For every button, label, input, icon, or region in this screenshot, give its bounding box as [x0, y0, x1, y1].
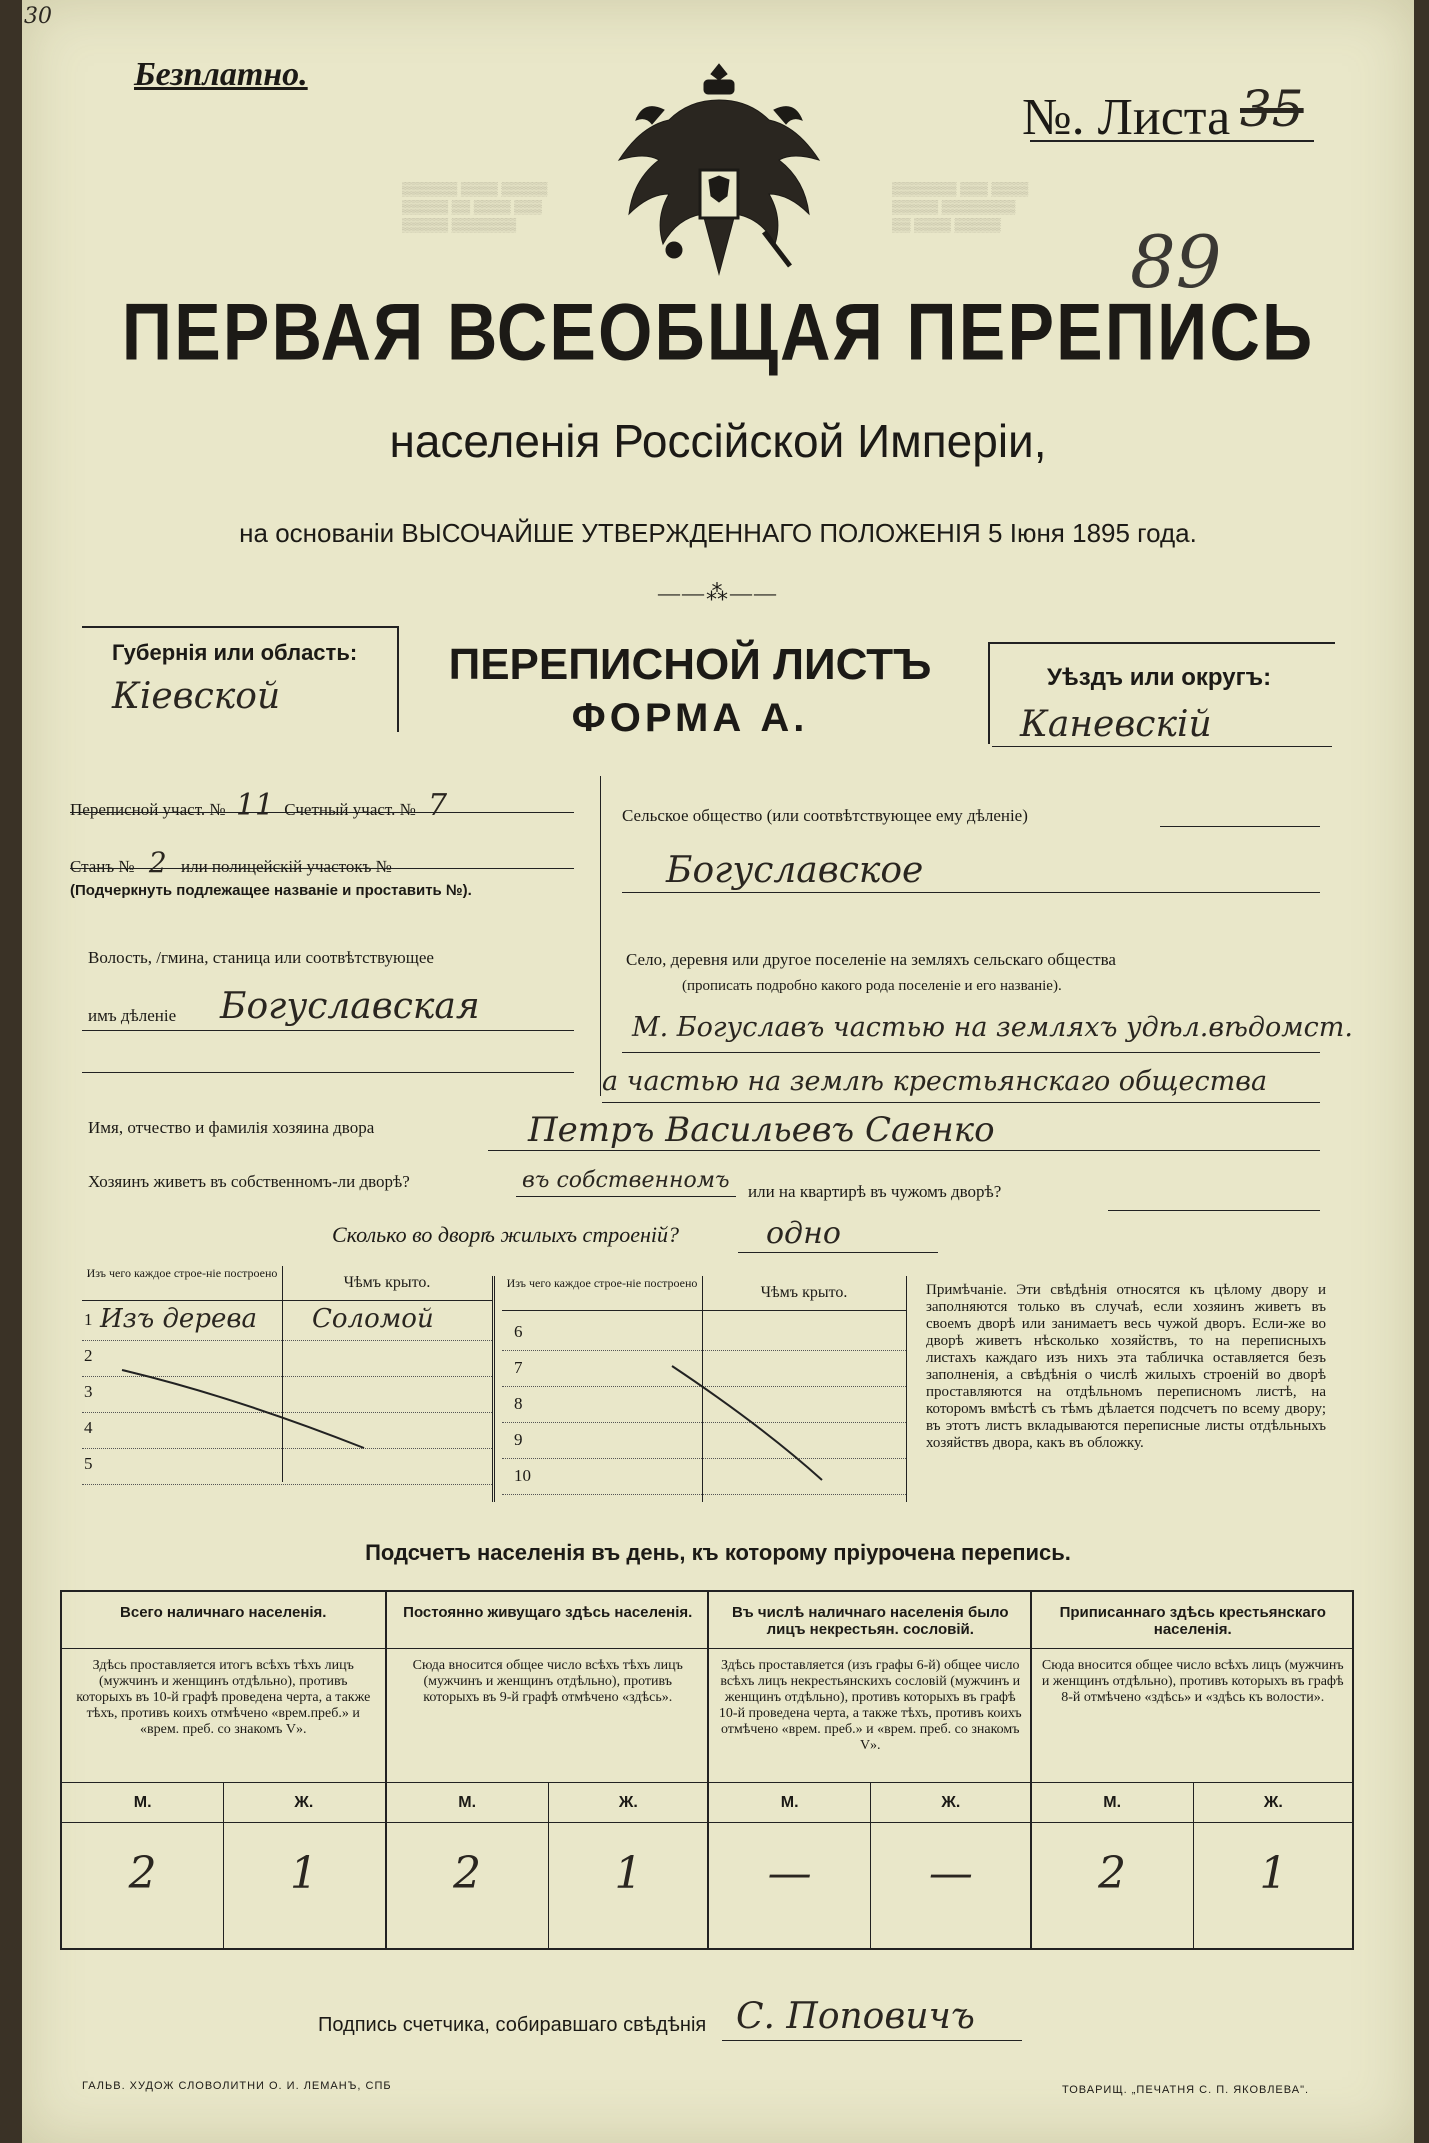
note-text: Примѣчаніе. Эти свѣдѣнія относятся къ цѣлому двору и заполняются только въ случаѣ, если хозяинъ живетъ въ своемъ дворѣ или занимаетъ весь чужой дворъ. Если-же во дворѣ живетъ нѣсколько хозяйствъ, то на переписныхъ листахъ каждаго изъ нихъ эта табличка оставляется безъ заполненія, а свѣдѣнія о числѣ жилыхъ строеній во дворѣ проставляются на отдѣльномъ переписномъ листѣ, на которомъ вмѣстѣ съ тѣмъ дѣлается подсчетъ по всему двору; въ этотъ листъ вкладываются переписные листы отдѣльныхъ хозяйствъ двора, какъ въ обложку. — [926, 1282, 1326, 1451]
basis-line: на основаніи ВЫСОЧАЙШЕ УТВЕРЖДЕННАГО ПОЛОЖЕНІЯ 5 Іюня 1895 года. — [239, 518, 1197, 548]
pop-m-label: М. — [133, 1794, 152, 1811]
sheet-no-pencil: 89 — [1130, 220, 1222, 304]
free-label: Безплатно. — [134, 56, 308, 93]
bleed-through-text: ▒▒▒▒▒▒ ▒▒▒▒ ▒▒▒▒▒ ▒▒▒▒▒ ▒▒ ▒▒▒▒ ▒▒▒ ▒▒▒▒▒ ▒▒▒▒▒▒▒ — [402, 181, 548, 232]
pop-title: Подсчетъ населенія въ день, къ которому пріурочена перепись. — [365, 1540, 1071, 1565]
corner-mark: 30 — [24, 4, 52, 29]
bld-row-number: 6 — [514, 1322, 523, 1341]
count-area-label: Счетный участ. № — [284, 800, 416, 819]
pop-column — [62, 1592, 385, 1948]
rented-underline — [1108, 1210, 1320, 1211]
own-yard-underline — [516, 1196, 736, 1197]
volost-underline — [82, 1030, 574, 1031]
field-divider — [600, 776, 601, 1096]
pop-col-desc: Сюда вносится общее число всѣхъ тѣхъ лицъ (мужчинъ и женщинъ отдѣльно), противъ которыхъ въ 9-й графѣ отмѣчено «здѣсь». — [412, 1658, 683, 1705]
pop-column — [385, 1592, 710, 1948]
pop-col-head: Всего наличнаго населенія. — [120, 1604, 327, 1621]
stan-underline — [70, 868, 574, 869]
bld-row-number: 4 — [84, 1418, 93, 1437]
pop-col-head: Постоянно живущаго здѣсь населенія. — [403, 1604, 693, 1621]
pop-f-value: 1 — [614, 1848, 643, 1899]
pop-col-desc: Сюда вносится общее число всѣхъ лицъ (мужчинъ и женщинъ отдѣльно), противъ которыхъ въ графѣ 8-й отмѣчено «здѣсь» и «здѣсь къ волости». — [1041, 1658, 1344, 1705]
pop-column — [707, 1592, 1032, 1948]
census-area-field — [70, 788, 447, 823]
printer-right: ТОВАРИЩ. „ПЕЧАТНЯ С. П. ЯКОВЛЕВА". — [1062, 2084, 1310, 2096]
bld-row-number: 3 — [84, 1382, 93, 1401]
pop-col-desc: Здѣсь проставляется итогъ всѣхъ тѣхъ лицъ (мужчинъ и женщинъ отдѣльно), противъ которыхъ въ 10-й графѣ проведена черта, а также тѣхъ, противъ коихъ отмѣчено «врем.преб.» и «врем. преб. со знакомъ V». — [76, 1658, 371, 1737]
stan-field — [70, 846, 392, 879]
bld-row-number: 8 — [514, 1394, 523, 1413]
owner-value: Петръ Васильевъ Саенко — [528, 1110, 995, 1150]
village-underline-2 — [602, 1102, 1320, 1103]
district-value: Каневскій — [1020, 704, 1212, 745]
census-area-underline — [70, 812, 574, 813]
bld-row-number: 9 — [514, 1430, 523, 1449]
bld-cancel-strokes — [82, 1266, 912, 1506]
census-sheet — [22, 0, 1414, 2143]
buildings-label: Сколько во дворѣ жилыхъ строеній? — [332, 1222, 679, 1247]
volost-label-1: Волость, /гмина, станица или соотвѣтствующее — [88, 948, 434, 967]
pop-f-label: Ж. — [941, 1794, 961, 1811]
province-label: Губернія или область: — [112, 640, 358, 665]
pop-col-head: Въ числѣ наличнаго населенія было лицъ некрестьян. сословій. — [731, 1604, 1009, 1638]
rural-society-label: Сельское общество (или соотвѣтствующее ему дѣленіе) — [622, 806, 1028, 825]
count-area-value: 7 — [428, 788, 448, 823]
signature-value: С. Поповичъ — [736, 1996, 975, 2037]
signature-underline — [722, 2040, 1022, 2041]
village-label: Село, деревня или другое поселеніе на земляхъ сельскаго общества — [626, 950, 1116, 969]
pop-col-desc: Здѣсь проставляется (изъ графы 6-й) общее число всѣхъ лицъ некрестьянскихъ сословій (мужчинъ и женщинъ отдѣльно), противъ которыхъ въ графѣ 10-й проведена черта, а также тѣхъ, противъ коихъ отмѣчено «врем. преб.» и «врем. преб. со знакомъ V». — [718, 1658, 1022, 1753]
stan-value: 2 — [148, 846, 167, 879]
bld-row-number: 10 — [514, 1466, 531, 1485]
bld-row-number: 7 — [514, 1358, 523, 1377]
pop-head-rule — [387, 1648, 710, 1649]
census-area-value: 11 — [235, 788, 275, 823]
bld-row-number: 1 — [84, 1310, 93, 1329]
sheet-no-value: 35 — [1240, 80, 1304, 138]
page-subtitle: населенія Россійской Имперіи, — [389, 415, 1047, 467]
imperial-eagle-icon — [604, 60, 834, 300]
sheet-no-label: №. Листа — [1022, 89, 1231, 146]
pop-column — [1030, 1592, 1355, 1948]
rural-society-underline-1 — [1160, 826, 1320, 827]
pop-head-rule — [62, 1648, 385, 1649]
own-yard-label: Хозяинъ живетъ въ собственномъ-ли дворѣ? — [88, 1172, 410, 1191]
population-table — [60, 1590, 1354, 1950]
bld-col-roof-header: Чѣмъ крыто. — [343, 1274, 431, 1291]
pop-m-label: М. — [780, 1794, 799, 1811]
bld-row-material: Изъ дерева — [100, 1304, 257, 1334]
printer-left: ГАЛЬВ. ХУДОЖ СЛОВОЛИТНИ О. И. ЛЕМАНЪ, СПБ — [82, 2080, 392, 2092]
own-yard-value: въ собственномъ — [522, 1168, 730, 1193]
pop-m-label: М. — [458, 1794, 477, 1811]
pop-head-rule — [1032, 1648, 1355, 1649]
rented-label: или на квартирѣ въ чужомъ дворѣ? — [748, 1182, 1002, 1201]
underline-note: (Подчеркнуть подлежащее названіе и проставить №). — [70, 882, 472, 899]
district-underline — [992, 746, 1332, 747]
pop-f-value: — — [928, 1848, 973, 1899]
bleed-through-text-2: ▒▒▒▒▒▒▒ ▒▒▒ ▒▒▒▒ ▒▒▒▒▒ ▒▒▒▒▒▒▒▒ ▒▒ ▒▒▒▒ ▒▒▒▒▒ — [892, 181, 1029, 232]
rural-society-value: Богуславское — [666, 850, 924, 891]
form-title: ПЕРЕПИСНОЙ ЛИСТЪ — [448, 640, 932, 689]
pop-f-label: Ж. — [618, 1794, 638, 1811]
buildings-underline — [738, 1252, 938, 1253]
pop-m-label: М. — [1103, 1794, 1122, 1811]
owner-underline — [488, 1150, 1320, 1151]
sheet-no-underline — [1030, 140, 1314, 142]
ornament-divider: ——⁂—— — [658, 580, 778, 605]
village-value-1: М. Богуславъ частью на земляхъ удѣл.вѣдомст. — [632, 1012, 1353, 1043]
volost-underline-2 — [82, 1072, 574, 1073]
volost-label-2: имъ дѣленіе — [88, 1006, 177, 1025]
pop-col-head: Приписаннаго здѣсь крестьянскаго населенія. — [1059, 1604, 1326, 1638]
pop-f-value: 1 — [1259, 1848, 1288, 1899]
pop-f-label: Ж. — [1263, 1794, 1283, 1811]
page-title: ПЕРВАЯ ВСЕОБЩАЯ ПЕРЕПИСЬ — [121, 287, 1315, 377]
village-note: (прописать подробно какого рода поселеніе и его названіе). — [682, 978, 1062, 994]
buildings-value: одно — [766, 1216, 841, 1251]
form-subtitle: ФОРМА А. — [571, 696, 809, 740]
census-area-label: Переписной участ. № — [70, 800, 226, 819]
bld-row-number: 5 — [84, 1454, 93, 1473]
village-value-2: а частью на землѣ крестьянскаго общества — [602, 1066, 1268, 1097]
pop-f-label: Ж. — [294, 1794, 314, 1811]
pop-m-value: — — [767, 1848, 812, 1899]
bld-row-roof: Соломой — [312, 1304, 434, 1334]
district-label: Уѣздъ или округъ: — [1047, 664, 1272, 691]
bld-col-material-header-right: Изъ чего каждое строе-ніе построено — [506, 1276, 698, 1290]
pop-f-value: 1 — [289, 1848, 318, 1899]
pop-m-value: 2 — [453, 1848, 482, 1899]
bld-row-number: 2 — [84, 1346, 93, 1365]
police-label: или полицейскій участокъ № — [180, 857, 392, 876]
bld-col-roof-header-right: Чѣмъ крыто. — [760, 1284, 848, 1301]
rural-society-underline-2 — [622, 892, 1320, 893]
stan-label: Станъ № — [70, 857, 135, 876]
province-value: Кіевской — [112, 676, 281, 717]
pop-m-value: 2 — [1098, 1848, 1127, 1899]
pop-head-rule — [709, 1648, 1032, 1649]
bld-col-material-header: Изъ чего каждое строе-ніе построено — [82, 1266, 282, 1301]
pop-m-value: 2 — [128, 1848, 157, 1899]
signature-label: Подпись счетчика, собиравшаго свѣдѣнія — [318, 2014, 707, 2036]
volost-value: Богуславская — [220, 986, 480, 1027]
village-underline-1 — [622, 1052, 1320, 1053]
owner-label: Имя, отчество и фамилія хозяина двора — [88, 1118, 375, 1137]
